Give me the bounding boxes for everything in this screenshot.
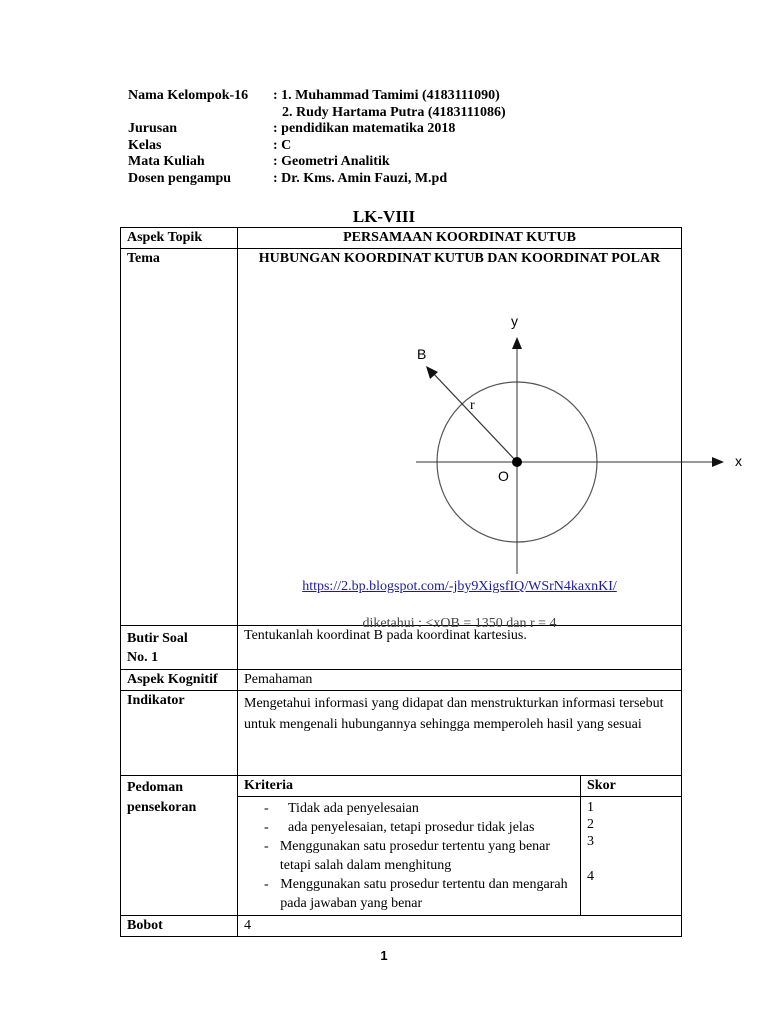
info-row-jurusan xyxy=(128,121,506,138)
row-pedoman-header xyxy=(121,776,682,797)
tema-label: Tema xyxy=(121,249,238,626)
pedoman-label-cell xyxy=(121,776,238,916)
row-indikator xyxy=(121,691,682,776)
row-aspek-topik xyxy=(121,228,682,249)
info-row-group xyxy=(128,88,506,105)
info-row-dosen xyxy=(128,171,506,188)
indikator-label: Indikator xyxy=(121,691,238,776)
tema-value: HUBUNGAN KOORDINAT KUTUB DAN KOORDINAT POLAR xyxy=(258,251,661,266)
skor-list-cell xyxy=(581,797,682,916)
kriteria-text: Tidak ada penyelesaian xyxy=(288,801,419,816)
pedoman-label-2: pensekoran xyxy=(127,800,197,815)
skor-value: 1 xyxy=(587,800,594,815)
butir-soal-number: No. 1 xyxy=(127,650,159,665)
page-number: 1 xyxy=(380,948,388,963)
row-aspek-kognitif xyxy=(121,670,682,691)
bobot-value: 4 xyxy=(238,916,682,937)
info-row-mata-kuliah xyxy=(128,154,506,171)
kriteria-list-cell xyxy=(238,797,581,916)
mata-kuliah-value: : Geometri Analitik xyxy=(273,154,390,170)
kelas-value: : C xyxy=(273,137,292,153)
worksheet-table xyxy=(120,227,742,937)
x-axis-arrow xyxy=(712,457,724,467)
tema-cell xyxy=(238,249,742,631)
pedoman-label: Pedoman xyxy=(127,780,183,795)
group-info xyxy=(128,88,506,188)
row-tema xyxy=(121,249,682,626)
worksheet-title: LK-VIII xyxy=(352,207,416,226)
jurusan-value: : pendidikan matematika 2018 xyxy=(273,121,456,137)
y-axis-label: y xyxy=(511,313,518,329)
kriteria-item: - Menggunakan satu prosedur tertentu dan mengarah pada jawaban yang benar xyxy=(264,875,574,913)
empty-label xyxy=(128,105,273,122)
kriteria-item: - Menggunakan satu prosedur tertentu yang benar tetapi salah dalam menghitung xyxy=(264,837,574,875)
radius-label: r xyxy=(470,398,475,413)
mata-kuliah-label: Mata Kuliah xyxy=(128,154,205,170)
y-axis-arrow xyxy=(512,337,522,349)
aspek-topik-label: Aspek Topik xyxy=(121,228,238,249)
butir-soal-label-cell xyxy=(121,626,238,670)
row-butir-soal xyxy=(121,626,682,670)
group-member-2: 2. Rudy Hartama Putra (4183111086) xyxy=(282,104,506,120)
dosen-value: : Dr. Kms. Amin Fauzi, M.pd xyxy=(273,170,448,186)
dosen-label: Dosen pengampu xyxy=(128,170,232,186)
kriteria-header: Kriteria xyxy=(238,776,581,797)
origin-label: O xyxy=(498,468,509,484)
x-axis-label: x xyxy=(735,453,742,469)
jurusan-label: Jurusan xyxy=(128,121,178,137)
group-label: Nama Kelompok-16 xyxy=(128,88,249,103)
aspek-kognitif-label: Aspek Kognitif xyxy=(121,670,238,691)
kriteria-text: Menggunakan satu prosedur tertentu dan mengarah pada jawaban yang benar xyxy=(280,877,568,911)
kelas-label: Kelas xyxy=(128,137,162,153)
skor-header: Skor xyxy=(581,776,682,797)
kriteria-list xyxy=(244,799,574,913)
butir-soal-question: Tentukanlah koordinat B pada koordinat kartesius. xyxy=(238,626,682,670)
info-row-kelas xyxy=(128,138,506,155)
source-link[interactable]: https://2.bp.blogspot.com/-jby9XigsfIQ/WSrN4kaxnKI/ xyxy=(302,579,617,594)
aspek-kognitif-value: Pemahaman xyxy=(238,670,682,691)
origin-point xyxy=(512,457,522,467)
polar-coordinate-diagram xyxy=(278,304,742,524)
info-row-member-2 xyxy=(128,105,506,122)
kriteria-text: Menggunakan satu prosedur tertentu yang benar tetapi salah dalam menghitung xyxy=(279,839,551,873)
given-statement: diketahui : <xOB = 1350 dan r = 4 xyxy=(362,616,557,631)
group-member-1: : 1. Muhammad Tamimi (4183111090) xyxy=(273,88,500,103)
radius-line-ob xyxy=(432,372,517,462)
skor-value: 4 xyxy=(587,869,594,884)
point-b-label: B xyxy=(417,346,427,362)
indikator-value: Mengetahui informasi yang didapat dan menstrukturkan informasi tersebut untuk mengenali hubungannya sehingga memperoleh hasil yang sesuai xyxy=(238,691,682,776)
bobot-label: Bobot xyxy=(121,916,238,937)
butir-soal-label: Butir Soal xyxy=(127,631,188,646)
skor-value: 3 xyxy=(587,834,594,849)
kriteria-item: - Tidak ada penyelesaian xyxy=(264,801,419,816)
kriteria-text: ada penyelesaian, tetapi prosedur tidak jelas xyxy=(288,820,535,835)
aspek-topik-value: PERSAMAAN KOORDINAT KUTUB xyxy=(238,228,682,249)
kriteria-item: - ada penyelesaian, tetapi prosedur tidak jelas xyxy=(264,820,535,835)
row-bobot xyxy=(121,916,682,937)
skor-value: 2 xyxy=(587,817,594,832)
